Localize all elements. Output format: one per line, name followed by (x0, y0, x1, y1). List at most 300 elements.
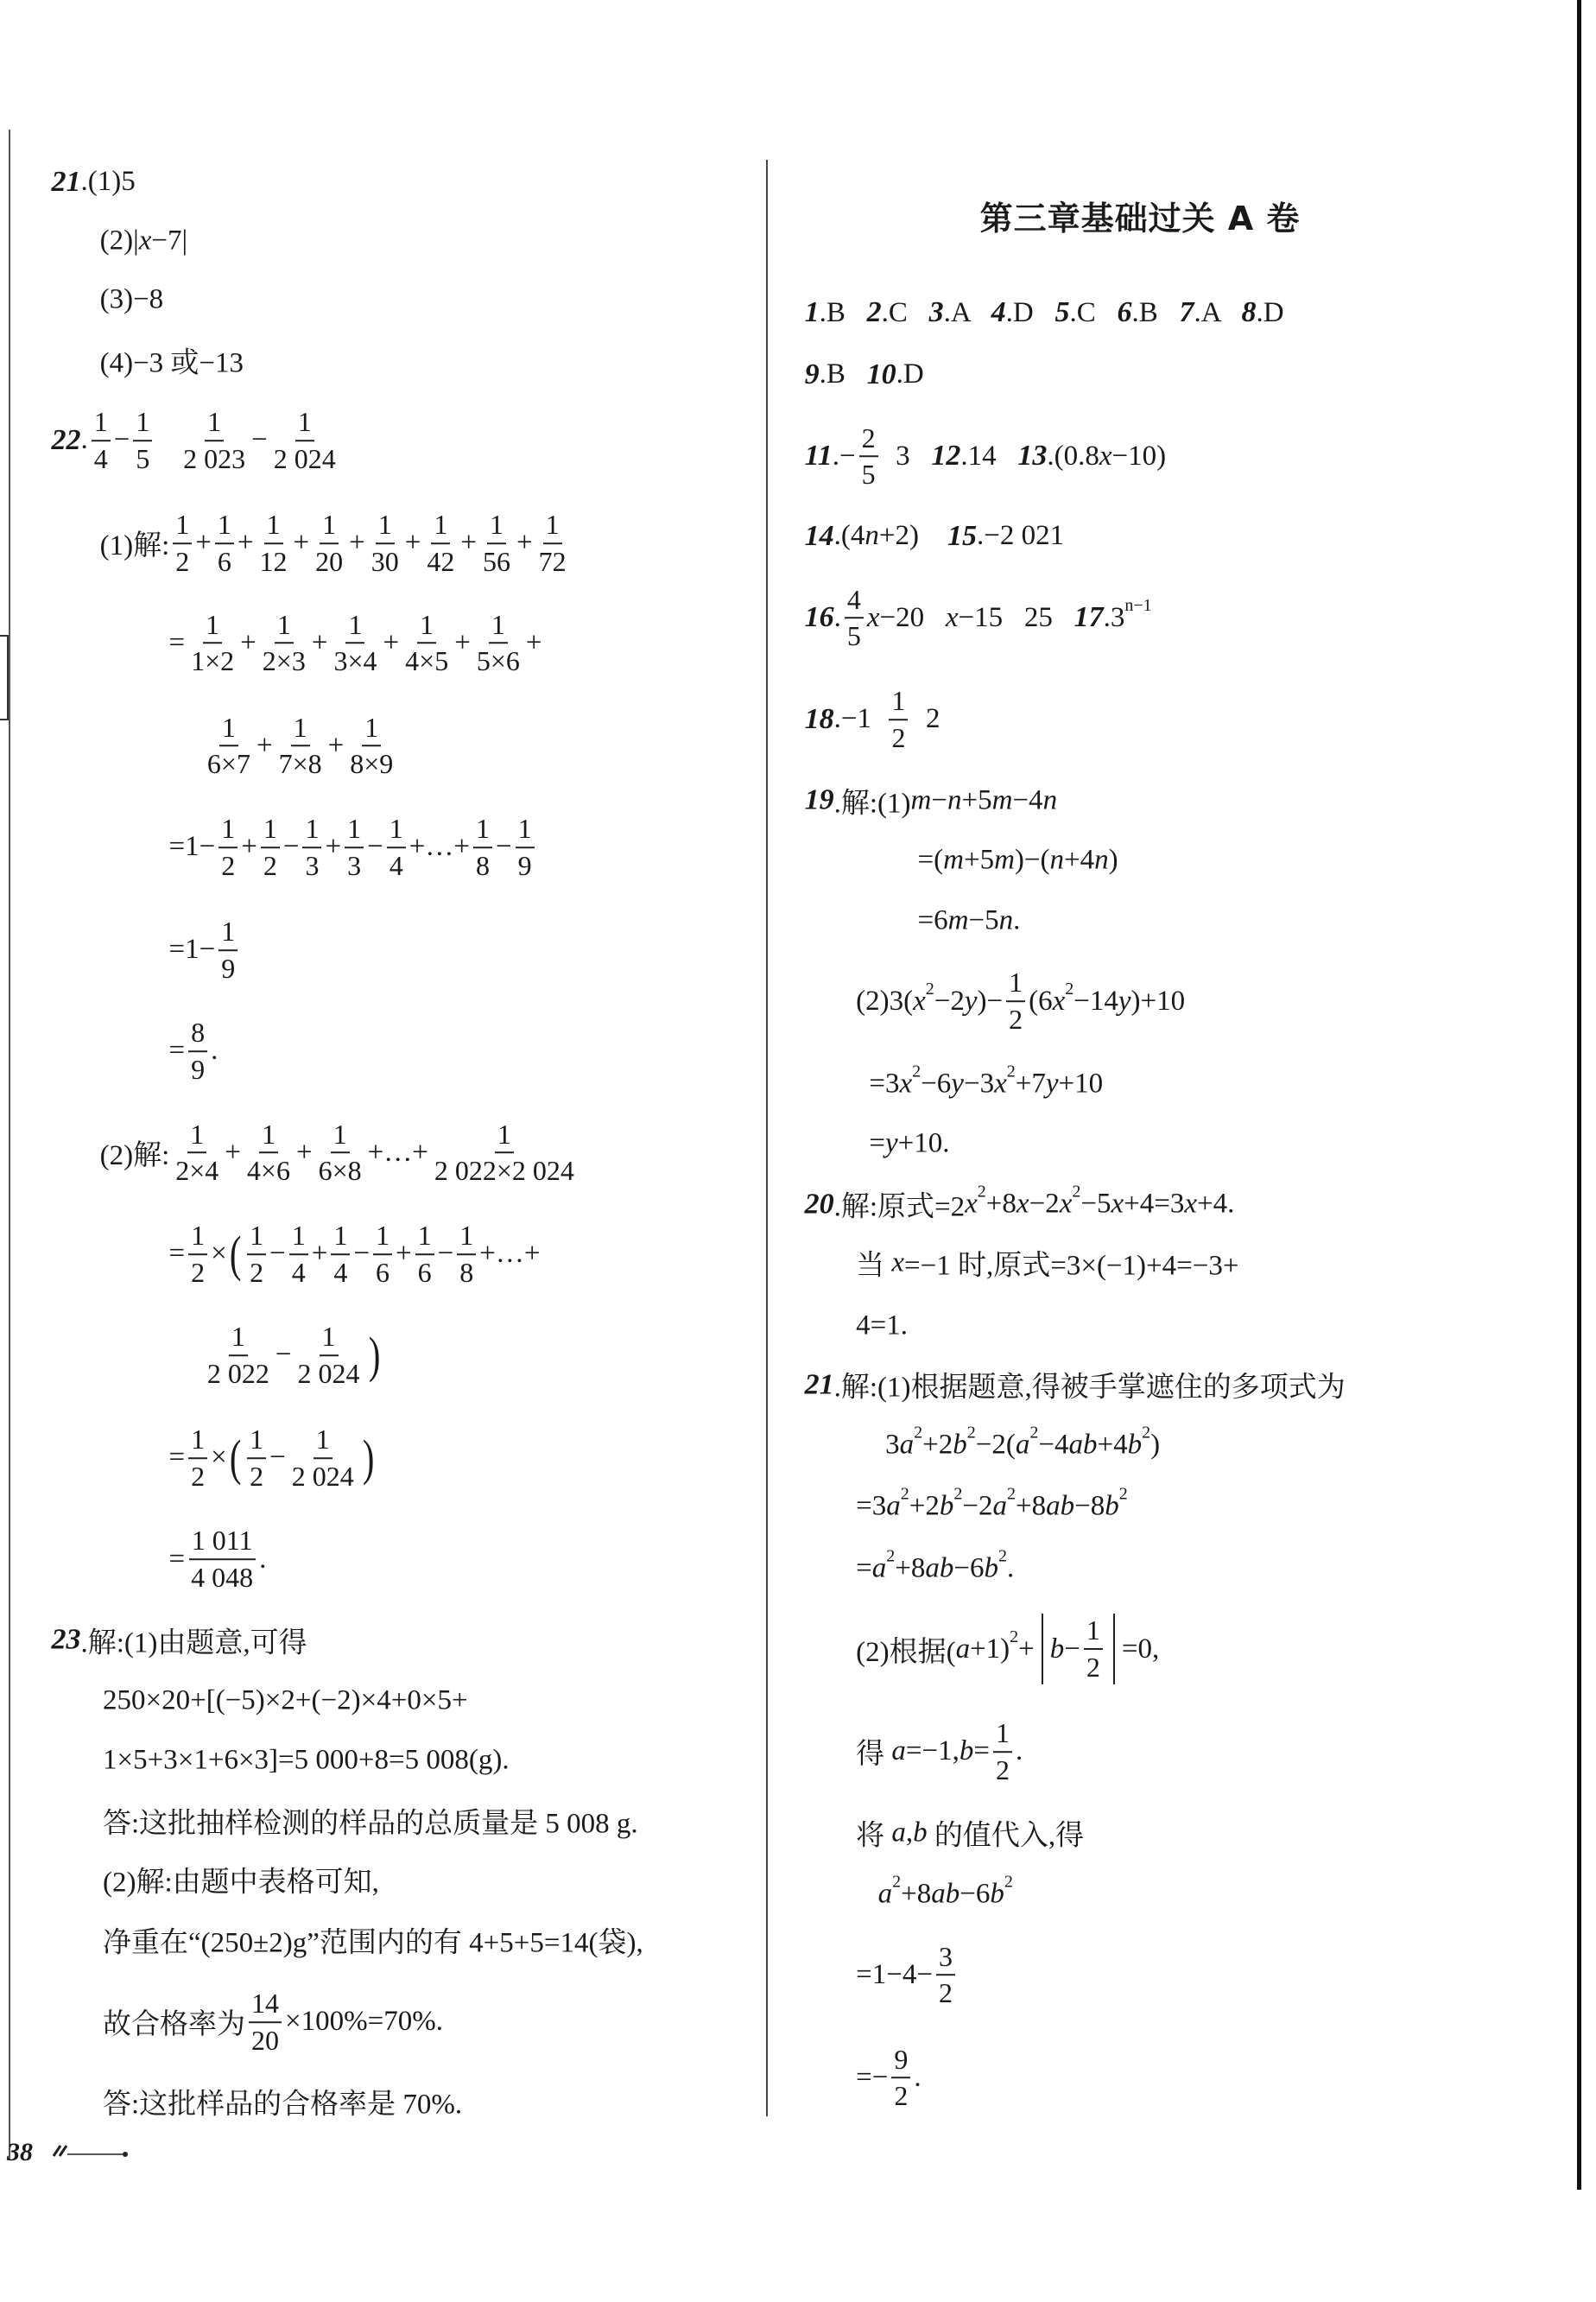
fraction (424, 509, 457, 578)
text-run: +2 (922, 1429, 953, 1461)
numerator: 1 (1084, 1614, 1103, 1650)
text-run: 答:这批抽样检测的样品的总质量是 5 008 g. (103, 1808, 638, 1840)
text-run: .解:(1)根据题意,得被手掌遮住的多项式为 (833, 1372, 1346, 1404)
text-run: +8 (1015, 1490, 1047, 1522)
variable: b (939, 1490, 954, 1522)
question-number: 11 (804, 440, 833, 472)
numerator: 1 (291, 712, 310, 747)
denominator: 4 (389, 849, 403, 881)
text-run: − (282, 831, 300, 863)
numerator: 1 (331, 1119, 350, 1154)
fraction (993, 1717, 1012, 1786)
fraction (516, 813, 535, 882)
variable: n (1049, 844, 1065, 876)
text-run: ×100%=70%. (285, 2006, 443, 2038)
variable: a (1015, 1429, 1030, 1461)
variable: n (1042, 784, 1058, 815)
variable: x (1059, 1188, 1073, 1220)
text-run: −2( (975, 1429, 1016, 1461)
denominator: 6×8 (318, 1155, 362, 1187)
text-run: −6 (960, 1878, 991, 1910)
numerator: 1 (889, 685, 908, 720)
left-answer-line (169, 609, 542, 678)
denominator: 9 (517, 849, 532, 881)
denominator: 2 (995, 1754, 1010, 1786)
superscript: 2 (998, 1546, 1007, 1566)
fraction (247, 1220, 266, 1289)
variable: y (964, 985, 978, 1017)
text-run: . (1013, 904, 1021, 936)
text-run: )−( (1014, 844, 1050, 876)
text-run: .解:(1)由题意,可得 (80, 1627, 307, 1659)
text-run: =− (856, 2062, 889, 2093)
superscript: 2 (1010, 1627, 1019, 1646)
right-answer-line (805, 1184, 1235, 1225)
numerator: 1 (457, 1220, 476, 1255)
text-run: × (211, 1238, 227, 1270)
variable: n (864, 520, 879, 551)
fraction (331, 609, 379, 678)
denominator: 2 022×2 024 (434, 1155, 574, 1187)
text-run: +5 (963, 844, 995, 876)
text-run: +…+ (479, 1238, 541, 1270)
denominator: 5 (136, 443, 150, 474)
column-divider (766, 160, 768, 2116)
text-run: 3 (885, 1429, 900, 1461)
question-number: 23 (51, 1623, 81, 1656)
text-run: =6 (917, 904, 948, 936)
text-run: .B (1131, 296, 1180, 328)
left-margin-tab (0, 635, 9, 720)
text-run: =( (917, 844, 944, 876)
superscript: 2 (1118, 1484, 1128, 1504)
denominator: 20 (251, 2024, 279, 2056)
right-answer-line (805, 358, 924, 391)
text-run: + (1018, 1633, 1035, 1665)
text-run: + (454, 627, 471, 659)
text-run: + (256, 730, 273, 762)
text-run: + (395, 1238, 412, 1270)
text-run: −5 (968, 904, 999, 936)
numerator: 1 (487, 509, 506, 544)
text-run: + (516, 527, 533, 559)
text-run: =1− (168, 831, 216, 863)
fraction (457, 1220, 476, 1289)
left-answer-line (103, 1684, 468, 1716)
text-run: +8 (901, 1878, 932, 1910)
right-answer-line (856, 1243, 1238, 1284)
variable: ab (1068, 1429, 1098, 1461)
denominator: 6 (417, 1256, 432, 1288)
denominator: 4 (93, 443, 108, 474)
text-run: .解:(1) (833, 788, 911, 819)
numerator: 1 (219, 712, 238, 747)
text-run: + (404, 527, 421, 559)
denominator: 6 (375, 1256, 390, 1288)
right-answer-line (856, 1717, 1023, 1786)
text-run: +1) (970, 1633, 1010, 1665)
text-run: + (241, 831, 257, 863)
text-run: −4 (1012, 784, 1043, 815)
right-answer-line (856, 1812, 1084, 1853)
numerator: 9 (891, 2044, 910, 2079)
numerator: 1 (261, 813, 280, 848)
text-run: + (240, 627, 256, 659)
numerator: 1 (362, 712, 381, 747)
fraction (257, 509, 290, 578)
text-run: +…+ (408, 831, 470, 863)
text-run: + (311, 627, 328, 659)
superscript: 2 (914, 1423, 923, 1443)
large-parenthesis: ( (229, 1225, 242, 1282)
superscript: 2 (886, 1546, 896, 1566)
text-run: −20 (879, 602, 946, 634)
superscript: 2 (953, 1484, 963, 1504)
text-run: .A (943, 296, 991, 328)
text-run: .A (1194, 296, 1242, 328)
left-answer-line (103, 1860, 379, 1900)
page-edge (1577, 0, 1581, 2190)
numerator: 1 (320, 1321, 339, 1356)
numerator: 3 (936, 1941, 955, 1976)
text-run: (2)解: (99, 1140, 170, 1171)
text-run: − (495, 831, 512, 863)
right-answer-line (856, 1614, 1159, 1684)
text-run: , (905, 1817, 914, 1849)
text-run: = (168, 1035, 186, 1067)
right-answer-line (805, 422, 1167, 491)
fraction (188, 1220, 207, 1289)
left-margin-line (9, 130, 10, 2159)
denominator: 8 (475, 849, 490, 881)
text-run: . (914, 2062, 922, 2093)
superscript: 2 (1004, 1872, 1013, 1892)
text-run: +…+ (367, 1137, 428, 1168)
denominator: 4 (333, 1256, 348, 1288)
question-number: 18 (804, 703, 834, 735)
fraction (249, 1988, 282, 2057)
text-run: −6 (953, 1552, 985, 1584)
fraction (480, 509, 513, 578)
text-run (155, 425, 177, 457)
variable: y (951, 1068, 964, 1100)
text-run: (6 (1029, 985, 1053, 1017)
text-run: 3 (881, 441, 932, 472)
text-run: +8 (895, 1552, 926, 1584)
text-run: . (80, 424, 88, 456)
numerator: 1 (489, 609, 508, 644)
text-run: −6 (921, 1068, 952, 1100)
text-run: + (293, 527, 310, 559)
numerator: 1 (302, 813, 321, 848)
denominator: 2 (175, 546, 190, 577)
numerator: 1 (495, 1119, 514, 1154)
variable: a (891, 1817, 906, 1849)
denominator: 2 022 (206, 1358, 269, 1390)
right-answer-line (805, 685, 940, 754)
right-answer-line (885, 1423, 1161, 1461)
superscript: 2 (925, 979, 934, 999)
question-number: 21 (51, 165, 81, 198)
variable: y (1118, 985, 1131, 1017)
left-answer-line (103, 2081, 462, 2121)
variable: a (992, 1490, 1007, 1522)
text-run: 4=1. (856, 1310, 908, 1341)
text-run: +2 (909, 1490, 940, 1522)
text-run: = (168, 1543, 186, 1575)
variable: a (891, 1735, 906, 1767)
text-run: 故合格率为 (103, 2009, 245, 2041)
variable: x (945, 602, 959, 634)
denominator: 56 (483, 546, 510, 577)
fraction (845, 584, 864, 653)
question-number: 20 (804, 1188, 834, 1220)
fraction (859, 422, 878, 491)
question-number: 6 (1117, 296, 1132, 329)
fraction (289, 1424, 357, 1493)
superscript: 2 (1006, 1484, 1016, 1504)
denominator: 2 024 (291, 1461, 354, 1493)
denominator: 2 (891, 722, 906, 753)
superscript: 2 (1029, 1423, 1039, 1443)
superscript: 2 (1072, 1182, 1081, 1202)
text-run: + (525, 627, 542, 659)
right-answer-line (856, 1941, 959, 2010)
variable: a (877, 1878, 893, 1910)
fraction (133, 406, 152, 475)
fraction (402, 609, 451, 678)
variable: x (1099, 441, 1112, 472)
question-number: 2 (866, 296, 882, 329)
text-run: = (168, 1442, 186, 1474)
question-number: 17 (1074, 601, 1104, 634)
left-answer-line (169, 916, 242, 985)
numerator: 1 (431, 509, 450, 544)
numerator: 1 (345, 609, 364, 644)
text-run: − (269, 1238, 286, 1270)
right-answer-line (805, 584, 1152, 653)
question-number: 21 (804, 1368, 834, 1401)
denominator: 8×9 (350, 748, 394, 780)
denominator: 5×6 (476, 645, 520, 677)
text-run: − (251, 424, 268, 456)
text-run: (1)解: (99, 530, 170, 562)
fraction (345, 813, 364, 882)
text-run: + (295, 1137, 313, 1168)
left-answer-line (103, 1988, 443, 2057)
text-run: (2)| (99, 225, 139, 257)
numerator: 1 (133, 406, 152, 441)
fraction (188, 1525, 256, 1595)
text-run: −4 (1038, 1429, 1069, 1461)
text-run: −5 (1080, 1188, 1112, 1220)
left-answer-line (52, 406, 342, 475)
numerator: 1 (345, 813, 364, 848)
fraction (261, 813, 280, 882)
text-run: 2 (911, 703, 940, 735)
text-run: −2 (962, 1490, 993, 1522)
text-run: = (973, 1735, 990, 1767)
denominator: 2×3 (262, 645, 306, 677)
variable: x (891, 1246, 904, 1278)
variable: y (1045, 1068, 1059, 1100)
text-run: −2 (934, 985, 965, 1017)
variable: y (885, 1127, 898, 1159)
right-answer-line (805, 520, 1064, 553)
question-number: 1 (804, 296, 820, 329)
text-run: −14 (1074, 985, 1118, 1017)
fraction (218, 813, 238, 882)
text-run: .−2 021 (976, 520, 1065, 551)
text-run: .(0.8 (1047, 441, 1099, 472)
fraction (1084, 1614, 1103, 1684)
variable: n (998, 904, 1014, 936)
footer-ornament-icon (52, 2140, 130, 2159)
denominator: 2 (250, 1256, 264, 1288)
text-run: ) (1108, 844, 1118, 876)
fraction (936, 1941, 955, 2010)
text-run: . (259, 1543, 267, 1575)
numerator: 1 (314, 1424, 332, 1459)
variable: x (965, 1188, 978, 1220)
text-run: +2) (878, 520, 947, 551)
variable: m (943, 844, 964, 876)
numerator: 1 (188, 1220, 207, 1255)
text-run: − (367, 831, 383, 863)
text-run: +10 (1058, 1068, 1104, 1100)
question-number: 14 (804, 519, 834, 552)
denominator: 30 (370, 546, 399, 577)
text-run: + (237, 527, 254, 559)
numerator: 1 (295, 406, 314, 441)
text-run: (4)−3 或−13 (99, 347, 244, 378)
denominator: 2 (1086, 1652, 1100, 1684)
numerator: 1 (320, 509, 339, 544)
superscript: 2 (900, 1484, 909, 1504)
text-run: =−1, (905, 1735, 960, 1767)
numerator: 1 (516, 813, 535, 848)
fraction (295, 1321, 363, 1390)
text-run: × (211, 1442, 227, 1474)
fraction (889, 685, 908, 754)
variable: x (138, 225, 152, 257)
numerator: 14 (249, 1988, 282, 2023)
question-number: 22 (51, 424, 81, 456)
denominator: 8 (459, 1256, 474, 1288)
right-answer-line (918, 904, 1021, 936)
left-answer-line (52, 166, 136, 199)
text-run: − (1064, 1633, 1080, 1665)
text-run: (2)3( (856, 985, 914, 1017)
text-run: .3 (1103, 602, 1125, 634)
variable: b (953, 1429, 967, 1461)
text-run: )− (977, 985, 1004, 1017)
fraction (247, 1424, 266, 1493)
numerator: 1 (229, 1321, 248, 1356)
text-run: 1×5+3×1+6×3]=5 000+8=5 008(g). (103, 1744, 510, 1776)
text-run: 得 (856, 1739, 892, 1771)
text-run: =3 (856, 1490, 887, 1522)
fraction (373, 1220, 392, 1289)
text-run: (2)根据( (856, 1636, 956, 1668)
right-answer-line (918, 845, 1118, 877)
superscript: n−1 (1124, 596, 1152, 616)
denominator: 2 023 (183, 443, 246, 474)
denominator: 5 (861, 459, 876, 491)
text-run: . (211, 1035, 218, 1067)
text-run: +8 (985, 1188, 1016, 1220)
text-run: + (383, 627, 400, 659)
text-run: −2 (1029, 1188, 1060, 1220)
text-run: − (275, 1339, 292, 1371)
left-answer-line (169, 813, 538, 882)
text-run: + (195, 527, 212, 559)
text-run: 的值代入,得 (927, 1820, 1085, 1852)
left-answer-line (201, 1321, 383, 1390)
section-title: 第三章基础过关 A 卷 (979, 200, 1301, 238)
text-run: =3 (869, 1068, 900, 1100)
fraction (205, 712, 253, 781)
superscript: 2 (892, 1872, 902, 1892)
text-run: . (1006, 1552, 1015, 1584)
numerator: 1 (247, 1424, 266, 1459)
numerator: 1 (373, 1220, 392, 1255)
numerator: 1 (203, 609, 222, 644)
denominator: 3 (305, 849, 320, 881)
denominator: 3 (347, 849, 362, 881)
denominator: 2 024 (273, 443, 336, 474)
denominator: 42 (427, 546, 455, 577)
text-run: +10. (897, 1127, 950, 1159)
right-answer-line (805, 780, 1057, 821)
superscript: 2 (977, 1182, 986, 1202)
variable: a (886, 1490, 901, 1522)
variable: x (1052, 985, 1066, 1017)
numerator: 1 (173, 509, 192, 544)
denominator: 9 (221, 952, 236, 984)
variable: n (947, 784, 962, 815)
fraction (347, 712, 396, 781)
left-answer-line (169, 1424, 377, 1493)
question-number: 12 (931, 440, 961, 472)
text-run: + (325, 831, 342, 863)
right-answer-line (856, 1310, 908, 1342)
text-run: −15 25 (958, 602, 1074, 634)
numerator: 1 (205, 406, 224, 441)
text-run: − (353, 1238, 370, 1270)
text-run: .(1)5 (80, 166, 136, 198)
variable: m (994, 844, 1015, 876)
variable: b (913, 1817, 928, 1849)
text-run: − (437, 1238, 454, 1270)
left-answer-line (52, 1620, 307, 1660)
right-answer-line (856, 967, 1185, 1037)
text-run: =1−4− (856, 1959, 933, 1990)
denominator: 2 024 (297, 1358, 360, 1390)
numerator: 1 (215, 509, 234, 544)
numerator: 1 (417, 609, 436, 644)
text-run: = (168, 1238, 186, 1270)
variable: x (913, 985, 926, 1017)
numerator: 1 (289, 1220, 308, 1255)
question-number: 9 (804, 358, 820, 390)
text-run: .C (1069, 296, 1118, 328)
denominator: 2 (191, 1256, 206, 1288)
absolute-value-bar (1113, 1614, 1115, 1684)
fraction (473, 813, 492, 882)
numerator: 1 (331, 1220, 350, 1255)
text-run: .− (832, 441, 856, 472)
